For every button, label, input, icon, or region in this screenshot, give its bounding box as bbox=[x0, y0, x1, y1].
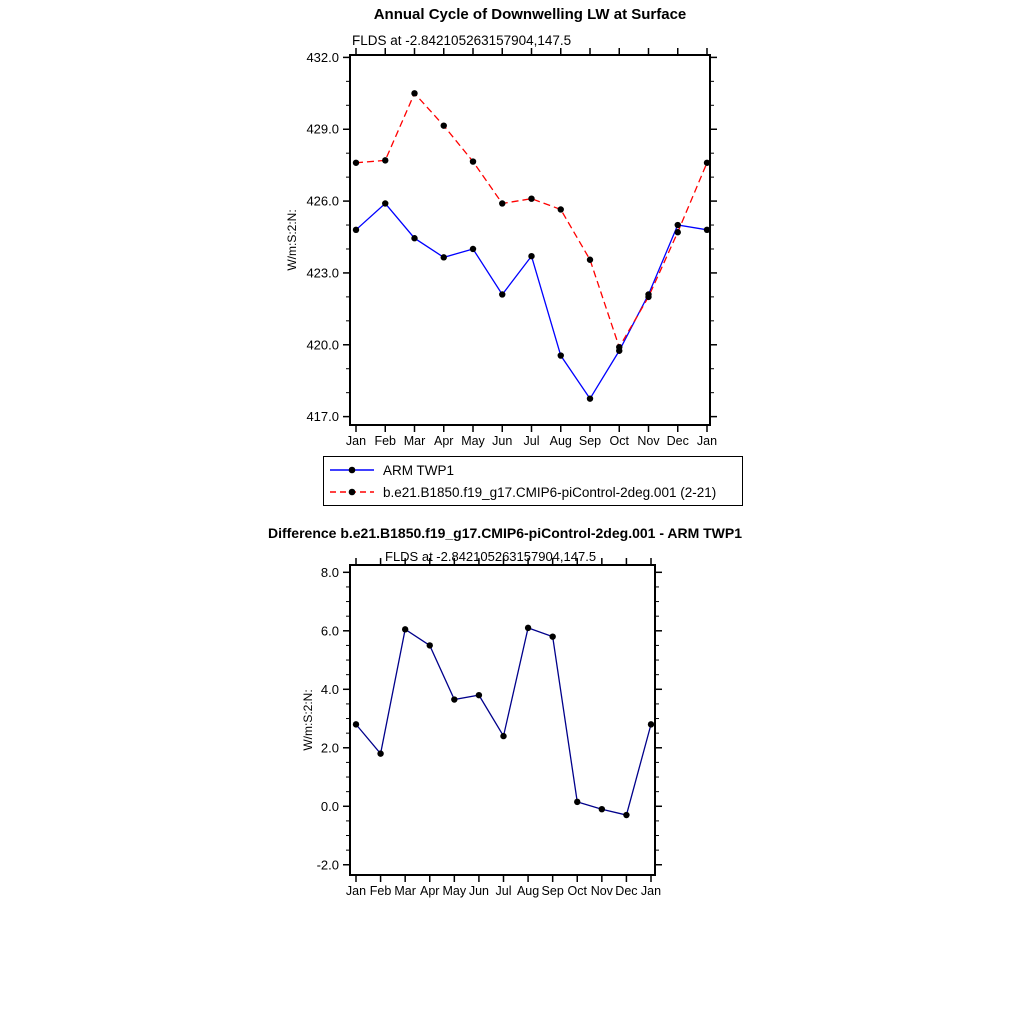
svg-text:432.0: 432.0 bbox=[306, 49, 339, 65]
svg-text:417.0: 417.0 bbox=[306, 409, 339, 425]
svg-text:Nov: Nov bbox=[637, 434, 660, 448]
svg-text:Sep: Sep bbox=[541, 884, 564, 898]
svg-text:Mar: Mar bbox=[403, 434, 426, 448]
svg-text:8.0: 8.0 bbox=[320, 564, 339, 580]
svg-text:Dec: Dec bbox=[615, 884, 638, 898]
svg-text:Aug: Aug bbox=[549, 434, 572, 448]
legend-item-arm-twp1 bbox=[329, 459, 737, 481]
svg-text:0.0: 0.0 bbox=[320, 798, 339, 814]
svg-text:-2.0: -2.0 bbox=[316, 857, 339, 873]
svg-text:Oct: Oct bbox=[567, 884, 587, 898]
svg-text:Jun: Jun bbox=[492, 434, 513, 448]
svg-text:429.0: 429.0 bbox=[306, 121, 339, 137]
svg-text:Mar: Mar bbox=[394, 884, 416, 898]
obs-marker-sample bbox=[349, 467, 356, 474]
difference-subtitle: FLDS at -2.842105263157904,147.5 bbox=[385, 549, 597, 564]
svg-text:May: May bbox=[461, 434, 485, 448]
legend-box bbox=[323, 456, 743, 506]
difference-ylabel: W/m:S:2:N: bbox=[301, 689, 315, 751]
svg-text:Feb: Feb bbox=[369, 884, 392, 898]
svg-text:Jan: Jan bbox=[345, 434, 367, 448]
model-marker-sample bbox=[349, 489, 356, 496]
svg-text:Jun: Jun bbox=[468, 884, 489, 898]
svg-text:Jul: Jul bbox=[495, 884, 512, 898]
legend-label-model: b.e21.B1850.f19_g17.CMIP6-piControl-2deg.001 (2-21) bbox=[383, 484, 717, 500]
svg-text:Sep: Sep bbox=[578, 434, 602, 448]
svg-text:4.0: 4.0 bbox=[320, 681, 339, 697]
svg-text:Nov: Nov bbox=[590, 884, 613, 898]
svg-text:Jan: Jan bbox=[345, 884, 367, 898]
svg-text:423.0: 423.0 bbox=[306, 265, 339, 281]
svg-text:Dec: Dec bbox=[666, 434, 689, 448]
svg-text:Apr: Apr bbox=[434, 434, 454, 448]
svg-text:2.0: 2.0 bbox=[320, 740, 339, 756]
svg-text:Feb: Feb bbox=[374, 434, 397, 448]
svg-text:Jan: Jan bbox=[640, 884, 662, 898]
svg-text:Jan: Jan bbox=[696, 434, 718, 448]
annual-cycle-title: Annual Cycle of Downwelling LW at Surface bbox=[373, 6, 687, 23]
legend-label-obs: ARM TWP1 bbox=[383, 462, 455, 478]
svg-text:420.0: 420.0 bbox=[306, 337, 339, 353]
annual-cycle-plot bbox=[306, 48, 717, 448]
difference-title: Difference b.e21.B1850.f19_g17.CMIP6-piControl-2deg.001 - ARM TWP1 bbox=[267, 525, 743, 541]
annual-cycle-ylabel: W/m:S:2:N: bbox=[285, 209, 299, 271]
svg-text:426.0: 426.0 bbox=[306, 193, 339, 209]
svg-text:Apr: Apr bbox=[420, 884, 440, 898]
difference-plot bbox=[317, 558, 662, 898]
svg-text:6.0: 6.0 bbox=[320, 623, 339, 639]
svg-text:Oct: Oct bbox=[609, 434, 629, 448]
svg-text:May: May bbox=[442, 884, 467, 898]
svg-text:Aug: Aug bbox=[516, 884, 540, 898]
legend-line-model bbox=[329, 486, 375, 498]
legend-item-model bbox=[329, 481, 737, 503]
annual-cycle-subtitle: FLDS at -2.842105263157904,147.5 bbox=[352, 33, 572, 48]
svg-text:Jul: Jul bbox=[523, 434, 540, 448]
legend-line-obs bbox=[329, 464, 375, 476]
